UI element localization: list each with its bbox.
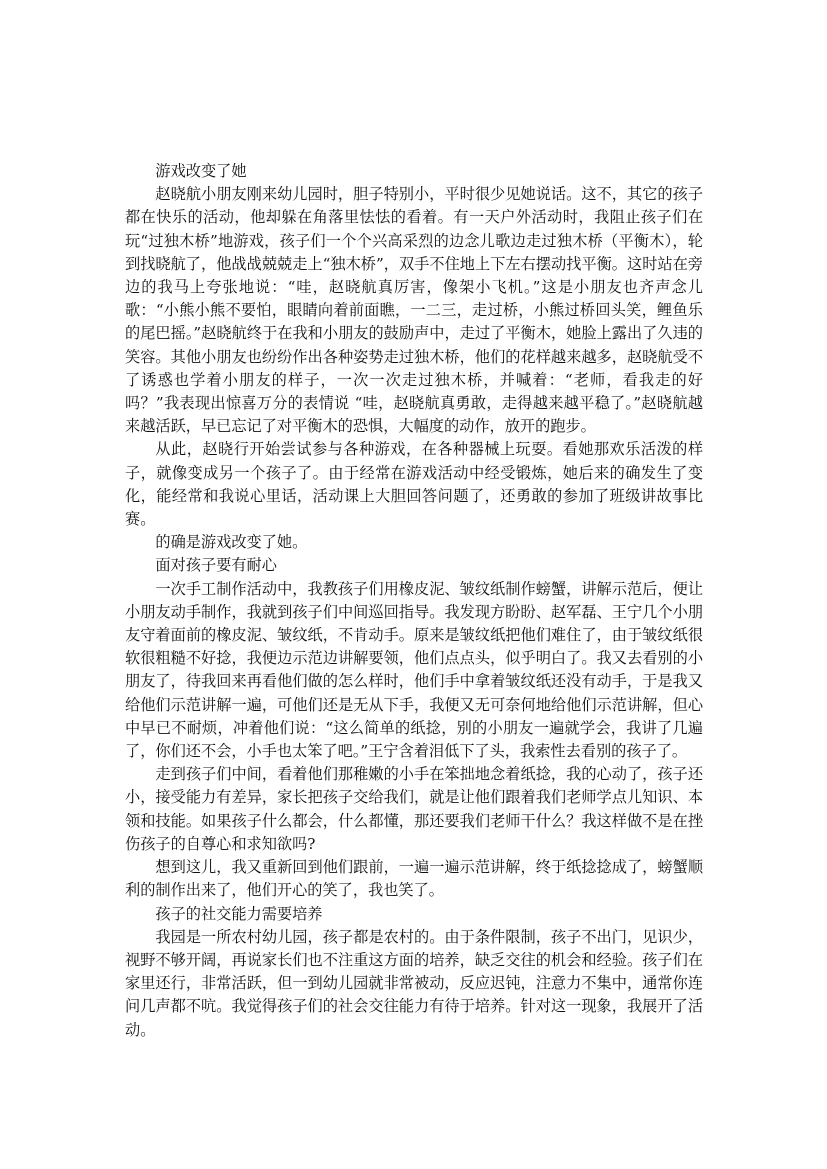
paragraph-becoming-active: 从此，赵晓行开始尝试参与各种游戏，在各种器械上玩耍。看她那欢乐活泼的样子，就像变成另一个孩子了。由于经常在游戏活动中经受锻炼，她后来的确发生了变化，能经常和我说心里话，活动课上大胆回答问题了，还勇敢的参加了班级讲故事比赛。 — [125, 440, 703, 529]
section-heading-patience: 面对孩子要有耐心 — [155, 556, 277, 575]
paragraph-crab-success: 想到这儿，我又重新回到他们跟前，一遍一遍示范讲解，终于纸捻捻成了，螃蟹顺利的制作出来了，他们开心的笑了，我也笑了。 — [125, 858, 703, 900]
paragraph-crab-craft-activity: 一次手工制作活动中，我教孩子们用橡皮泥、皱纹纸制作螃蟹，讲解示范后，便让小朋友动手制作，我就到孩子们中间巡回指导。我发现方盼盼、赵军磊、王宁几个小朋友守着面前的橡皮泥、皱纹纸，不肯动手。原来是皱纹纸把他们难住了，由于皱纹纸很软很粗糙不好捻，我便边示范边讲解要领，他们点点头，似乎明白了。我又去看别的小朋友了，待我回来再看他们做的怎么样时，他们手中拿着皱纹纸还没有动手，于是我又给他们示范讲解一遍，可他们还是无从下手，我便又无可奈何地给他们示范讲解，但心中早已不耐烦，冲着他们说：“这么简单的纸捻，别的小朋友一遍就学会，我讲了几遍了，你们还不会，小手也太笨了吧。”王宁含着泪低下了头，我索性去看别的孩子了。 — [125, 579, 703, 761]
paragraph-conclusion-games: 的确是游戏改变了她。 — [155, 533, 308, 552]
section-heading-social-skills: 孩子的社交能力需要培养 — [155, 904, 323, 923]
section-heading-games-changed-her: 游戏改变了她 — [155, 162, 247, 180]
paragraph-rural-kindergarten: 我园是一所农村幼儿园，孩子都是农村的。由于条件限制，孩子不出门，见识少，视野不够开阔，再说家长们也不注重这方面的培养，缺乏交往的机会和经验。孩子们在家里还行，非常活跃，但一到幼儿园就非常被动，反应迟钝，注意力不集中，通常你连问几声都不吭。我觉得孩子们的社会交往能力有待于培养。针对这一现象，我展开了活动。 — [125, 927, 703, 1039]
paragraph-reflection: 走到孩子们中间，看着他们那稚嫩的小手在笨拙地念着纸捻，我的心动了，孩子还小，接受能力有差异，家长把孩子交给我们，就是让他们跟着我们老师学点儿知识、本领和技能。如果孩子什么都会，什么都懂，那还要我们老师干什么？我这样做不是在挫伤孩子的自尊心和求知欲吗? — [125, 765, 703, 853]
paragraph-balance-beam-story: 赵晓航小朋友刚来幼儿园时，胆子特别小，平时很少见她说话。这不，其它的孩子都在快乐的活动，他却躲在角落里怯怯的看着。有一天户外活动时，我阻止孩子们在玩“过独木桥”地游戏，孩子们一个个兴高采烈的边念儿歌边走过独木桥（平衡木），轮到找晓航了，他战战兢兢走上“独木桥”，双手不住地上下左右摆动找平衡。这时站在旁边的我马上夸张地说：“哇，赵晓航真厉害，像架小飞机。”这是小朋友也齐声念儿歌：“小熊小熊不要怕，眼睛向着前面瞧，一二三，走过桥，小熊过桥回头笑，鲤鱼乐的尾巴摇。”赵晓航终于在我和小朋友的鼓励声中，走过了平衡木，她脸上露出了久违的笑容。其他小朋友也纷纷作出各种姿势走过独木桥，他们的花样越来越多，赵晓航受不了诱惑也学着小朋友的样子，一次一次走过独木桥，并喊着：“老师，看我走的好吗？”我表现出惊喜万分的表情说 “哇，赵晓航真勇敢，走得越来越平稳了。”赵晓航越来越活跃，早已忘记了对平衡木的恐惧，大幅度的动作，放开的跑步。 — [125, 185, 703, 436]
document-body — [125, 160, 703, 1042]
